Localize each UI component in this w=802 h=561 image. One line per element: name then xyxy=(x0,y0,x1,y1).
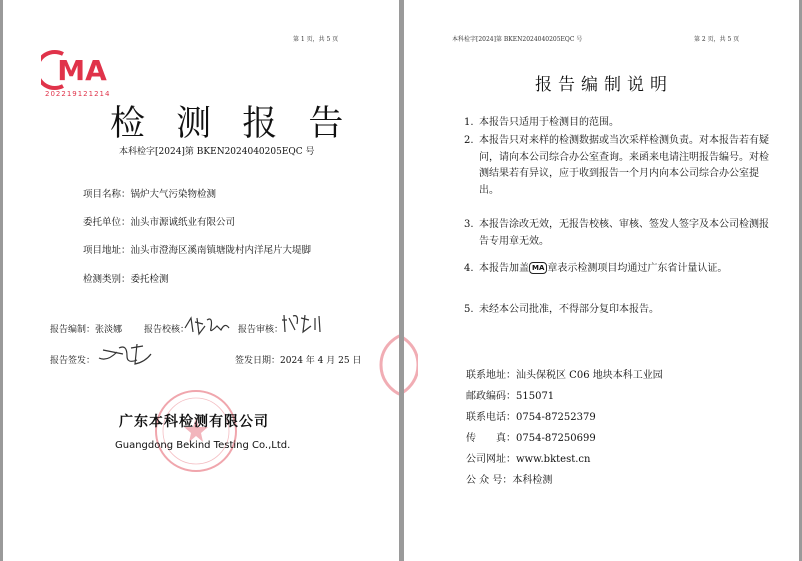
sign-label: 报告签发： xyxy=(50,356,96,366)
contact-postcode: 邮政编码：515071 xyxy=(466,391,555,402)
header-report-number: 本科检字[2024]第 BKEN2024040205EQC 号 xyxy=(452,36,583,43)
ma-code: 202219121214 xyxy=(45,90,111,98)
issuer-signature-icon xyxy=(97,342,153,368)
note-item: 5. 未经本公司批准，不得部分复印本报告。 xyxy=(464,304,659,315)
note-item: 4. 本报告加盖 MA 章表示检测项目均通过广东省计量认证。 xyxy=(464,263,728,274)
cma-logo-icon xyxy=(41,50,123,90)
page-title: 检 测 报 告 xyxy=(110,104,354,144)
page-number: 第 2 页，共 5 页 xyxy=(694,36,740,43)
cma-logo xyxy=(41,50,123,102)
field-test-category: 检测类别：委托检测 xyxy=(83,274,169,285)
ma-inline-icon: MA xyxy=(529,262,547,274)
compiled-by: 报告编制：张淡娜 xyxy=(50,325,123,335)
contact-phone: 联系电话：0754-87252379 xyxy=(466,412,596,423)
contact-fax: 传 真：0754-87250699 xyxy=(466,433,596,444)
contact-wechat: 公 众 号：本科检测 xyxy=(466,475,553,486)
proof-signature-icon xyxy=(183,314,231,336)
page-number: 第 1 页，共 5 页 xyxy=(293,36,339,43)
page-title: 报告编制说明 xyxy=(535,75,673,95)
field-project-address: 项目地址：汕头市澄海区溪南镇塘陇村内洋尾片大堤脚 xyxy=(83,245,312,256)
proof-label: 报告校核： xyxy=(144,325,190,335)
review-label: 报告审核： xyxy=(238,325,284,335)
seam-seal-icon xyxy=(373,330,399,400)
note-item: 1. 本报告只适用于检测目的范围。 xyxy=(464,117,619,128)
report-number: 本科检字[2024]第 BKEN2024040205EQC 号 xyxy=(119,147,315,157)
company-stamp-icon xyxy=(153,388,239,474)
note-item: 2. 本报告只对来样的检测数据或当次采样检测负责。对本报告若有疑问，请向本公司综合办公室查询。来函来电请注明报告编号。对检测结果若有异议，应于收到报告一个月内向本公司综合办公室提出。 xyxy=(464,135,769,196)
contact-address: 联系地址：汕头保税区 C06 地块本科工业园 xyxy=(466,370,663,381)
seam-seal-icon xyxy=(404,330,418,400)
review-signature-icon xyxy=(279,312,327,334)
note-item: 3. 本报告涂改无效，无报告校核、审核、签发人签字及本公司检测报告专用章无效。 xyxy=(464,219,769,247)
report-notes-page xyxy=(404,0,799,561)
field-project-name: 项目名称：锅炉大气污染物检测 xyxy=(83,189,217,200)
ma-logo-text: MA xyxy=(57,54,107,87)
report-cover-page xyxy=(3,0,399,561)
issue-date: 签发日期：2024 年 4 月 25 日 xyxy=(235,356,362,366)
field-client: 委托单位：汕头市源诚纸业有限公司 xyxy=(83,217,236,228)
company-name-cn: 广东本科检测有限公司 xyxy=(119,414,269,430)
contact-website: 公司网址：www.bktest.cn xyxy=(466,454,591,465)
company-name-en: Guangdong Bekind Testing Co.,Ltd. xyxy=(115,440,291,451)
